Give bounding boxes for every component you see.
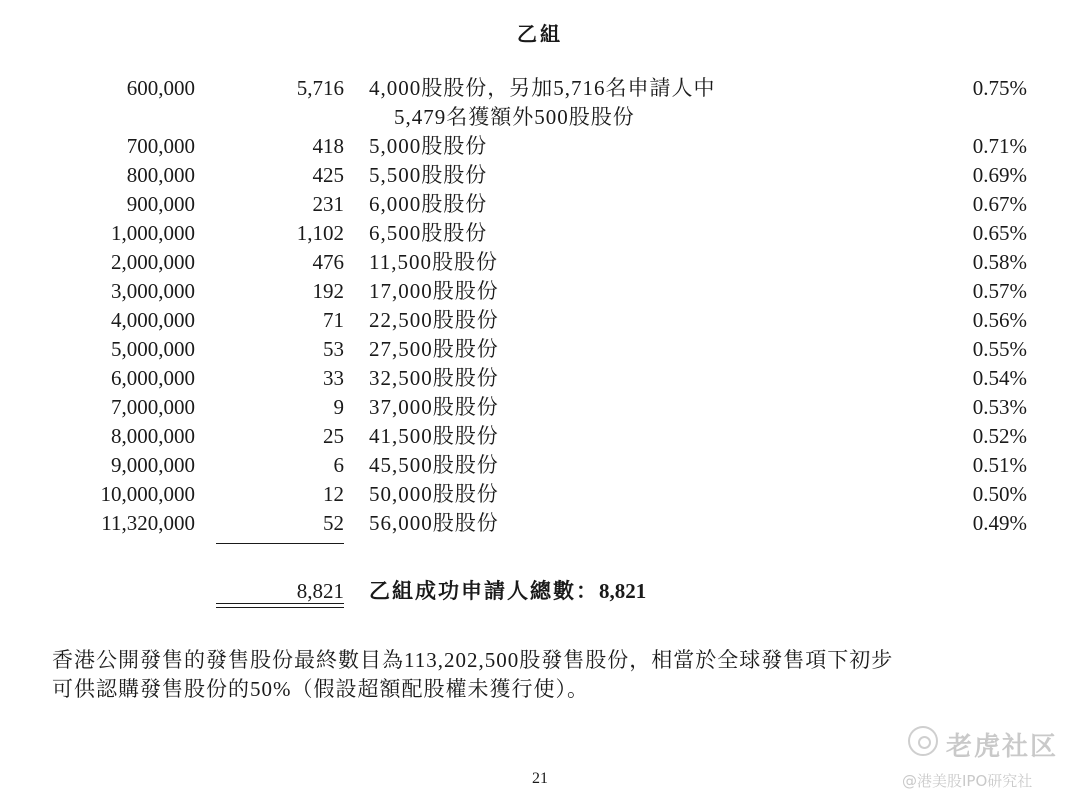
allotment-percentage: 0.55% [972,337,1027,361]
total-value: 8,821 [599,579,647,603]
allotment-basis: 6,000股股份 [369,192,488,216]
table-row [0,248,1080,277]
page-number: 21 [532,770,548,787]
applicant-count: 231 [312,192,344,216]
paragraph-line: 香港公開發售的發售股份最終數目為113,202,500股發售股份，相當於全球發售項下初步 [52,648,894,672]
shares-applied: 5,000,000 [111,337,195,361]
applicant-count: 71 [323,308,344,332]
allotment-basis: 41,500股股份 [369,424,499,448]
shares-applied: 900,000 [126,192,195,216]
shares-applied: 2,000,000 [111,250,195,274]
watermark-main: 老虎社区 [946,732,1059,762]
allotment-basis: 22,500股股份 [369,308,499,332]
allotment-percentage: 0.56% [972,308,1027,332]
allotment-percentage: 0.71% [972,134,1027,158]
allotment-basis: 45,500股股份 [369,453,499,477]
allotment-basis: 27,500股股份 [369,337,499,361]
shares-applied: 6,000,000 [111,366,195,390]
table-row [0,219,1080,248]
shares-applied: 8,000,000 [111,424,195,448]
allotment-percentage: 0.54% [972,366,1027,390]
allotment-basis: 17,000股股份 [369,279,499,303]
allotment-percentage: 0.50% [972,482,1027,506]
table-row [0,306,1080,335]
shares-applied: 600,000 [126,76,195,100]
allotment-basis: 50,000股股份 [369,482,499,506]
allotment-basis: 6,500股股份 [369,221,488,245]
applicant-count: 425 [312,163,344,187]
shares-applied: 700,000 [126,134,195,158]
applicant-count: 6 [333,453,344,477]
allotment-percentage: 0.52% [972,424,1027,448]
table-row [0,422,1080,451]
shares-applied: 10,000,000 [100,482,195,506]
applicant-count: 9 [333,395,344,419]
total-row [0,576,1080,606]
shares-applied: 3,000,000 [111,279,195,303]
table-row-continuation [0,103,1080,132]
allotment-percentage: 0.49% [972,511,1027,535]
shares-applied: 4,000,000 [111,308,195,332]
final-offer-paragraph [52,646,1032,704]
watermark-logo-icon [908,726,938,756]
applicant-count: 5,716 [296,76,344,100]
section-title: 乙組 [517,22,563,46]
table-row [0,335,1080,364]
total-applicant-count: 8,821 [296,579,344,603]
subtotal-rule [216,543,344,544]
paragraph-line: 可供認購發售股份的50%（假設超額配股權未獲行使）。 [52,677,589,701]
allotment-basis: 5,500股股份 [369,163,488,187]
allotment-percentage: 0.58% [972,250,1027,274]
applicant-count: 53 [323,337,344,361]
allotment-percentage: 0.75% [972,76,1027,100]
table-row [0,190,1080,219]
applicant-count: 25 [323,424,344,448]
allotment-basis: 37,000股股份 [369,395,499,419]
applicant-count: 418 [312,134,344,158]
allotment-percentage: 0.53% [972,395,1027,419]
table-row [0,364,1080,393]
watermark-sub: @港美股IPO研究社 [902,772,1033,790]
allotment-basis: 5,000股股份 [369,134,488,158]
table-row [0,74,1080,103]
allocation-table [0,74,1080,538]
allotment-basis: 11,500股股份 [369,250,498,274]
table-row [0,393,1080,422]
shares-applied: 9,000,000 [111,453,195,477]
allotment-percentage: 0.51% [972,453,1027,477]
table-row [0,161,1080,190]
allotment-basis: 56,000股股份 [369,511,499,535]
shares-applied: 11,320,000 [101,511,195,535]
table-row [0,509,1080,538]
total-double-rule [216,603,344,608]
applicant-count: 52 [323,511,344,535]
shares-applied: 800,000 [126,163,195,187]
allotment-basis: 32,500股股份 [369,366,499,390]
applicant-count: 33 [323,366,344,390]
table-row [0,451,1080,480]
allotment-basis: 5,479名獲額外500股股份 [394,105,635,129]
allotment-percentage: 0.65% [972,221,1027,245]
applicant-count: 12 [323,482,344,506]
applicant-count: 1,102 [296,221,344,245]
total-label [369,576,646,606]
table-row [0,277,1080,306]
applicant-count: 192 [312,279,344,303]
table-row [0,132,1080,161]
allotment-percentage: 0.69% [972,163,1027,187]
table-row [0,480,1080,509]
allotment-percentage: 0.67% [972,192,1027,216]
allotment-percentage: 0.57% [972,279,1027,303]
shares-applied: 1,000,000 [111,221,195,245]
allotment-basis: 4,000股股份，另加5,716名申請人中 [369,76,716,100]
applicant-count: 476 [312,250,344,274]
total-label-text: 乙組成功申請人總數： [369,579,599,603]
shares-applied: 7,000,000 [111,395,195,419]
